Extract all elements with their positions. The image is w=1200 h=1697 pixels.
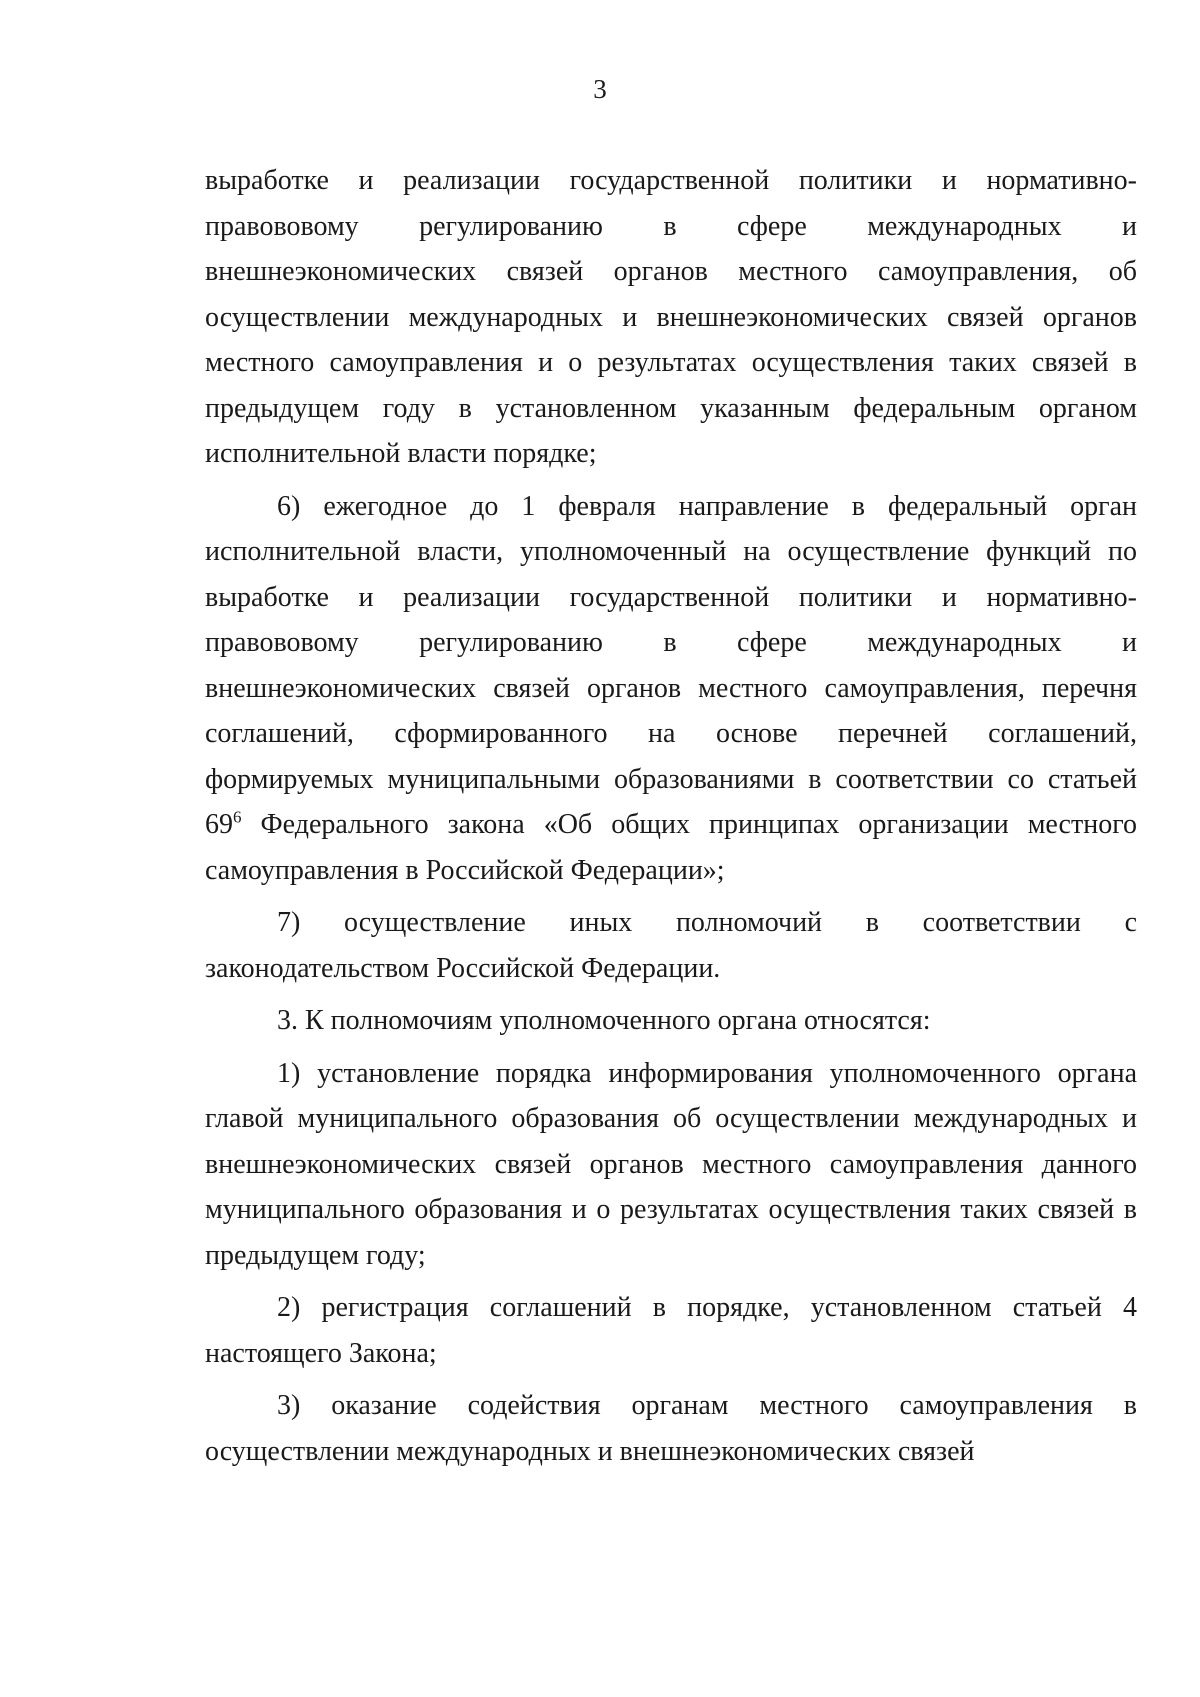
paragraph-item-7: 7) осуществление иных полномочий в соответствии с законодательством Российской Федерации. [205,907,1137,984]
paragraph-continuation: выработке и реализации государственной политики и нормативно-правововому регулированию в сфере международных и внешнеэкономических связей органов местного самоуправления, об осуществлении международных и внешнеэкономических связей органов местного самоуправления и о результатах осуществления таких связей в предыдущем году в установленном указанным федеральным органом исполнительной власти порядке; [205,165,1137,469]
paragraph-subitem-1: 1) установление порядка информирования уполномоченного органа главой муниципального образования об осуществлении международных и внешнеэкономических связей органов местного самоуправления данного муниципального образования и о результатах осуществления таких связей в предыдущем году; [205,1057,1137,1271]
paragraph-item-6-text: 6) ежегодное до 1 февраля направление в федеральный орган исполнительной власти, уполномоченный на осуществление функций по выработке и реализации государственной политики и нормативно-правововому регулированию в сфере международных и внешнеэкономических связей органов местного самоуправления, перечня соглашений, сформированного на основе перечней соглашений, формируемых муниципальными образованиями в соответствии со статьей 69 [205,490,1137,840]
paragraph-subitem-3: 3) оказание содействия органам местного самоуправления в осуществлении международных и внешнеэкономических связей [205,1390,1137,1467]
paragraph-item-6 [205,484,1137,894]
page-number: 3 [593,74,607,104]
paragraph-subitem-2: 2) регистрация соглашений в порядке, установленном статьей 4 настоящего Закона; [205,1292,1137,1369]
paragraph-item-6-text-after: Федерального закона «Об общих принципах организации местного самоуправления в Российской Федерации»; [205,809,1137,886]
article-superscript: 6 [233,807,242,827]
paragraph-section-3: 3. К полномочиям уполномоченного органа относятся: [277,1005,931,1036]
document-body [205,158,1137,1481]
